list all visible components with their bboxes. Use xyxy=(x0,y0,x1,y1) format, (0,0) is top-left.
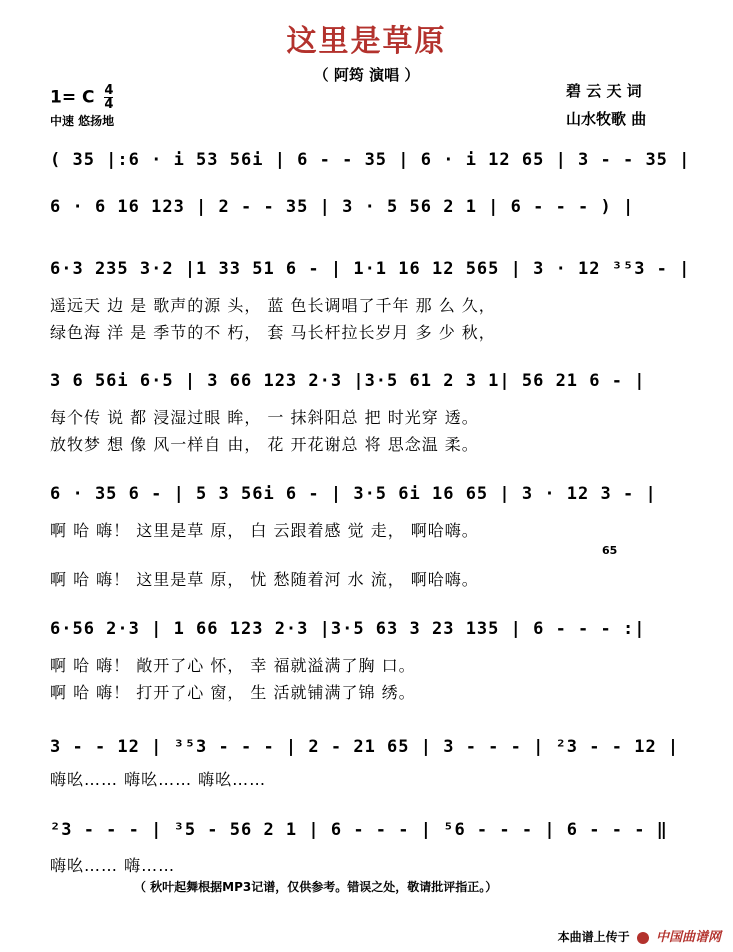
site-logo-icon xyxy=(637,932,649,944)
score-row: 3 6 56i 6·5 | 3 66 123 2·3 |3·5 61 2 3 1| 56 21 6 - | xyxy=(50,371,646,391)
footer-credit xyxy=(558,926,721,945)
site-name: 中国曲谱网 xyxy=(655,930,721,945)
score-row: ( 35 |:6 · i 53 56i | 6 - - 35 | 6 · i 12 65 | 3 - - 35 | xyxy=(50,150,691,170)
lyric-row: 啊 哈 嗨！ 敞开了心 怀， 幸 福就溢满了胸 口。 xyxy=(50,656,416,675)
lyric-row: 嗨吆…… 嗨吆…… 嗨吆…… xyxy=(50,770,267,789)
alternate-note: 65 xyxy=(602,544,618,557)
time-bottom: 4 xyxy=(104,97,114,112)
lyric-row: 每个传 说 都 浸湿过眼 眸， 一 抹斜阳总 把 时光穿 透。 xyxy=(50,408,479,427)
time-signature xyxy=(104,84,113,111)
score-row: ²3 - - - | ³5 - 56 2 1 | 6 - - - | ⁵6 - - - | 6 - - - ‖ xyxy=(50,820,668,840)
key-signature xyxy=(50,84,113,111)
lyric-row: 放牧梦 想 像 风一样自 由， 花 开花谢总 将 思念温 柔。 xyxy=(50,435,479,454)
lyric-row: 啊 哈 嗨！ 这里是草 原， 忧 愁随着河 水 流， 啊哈嗨。 xyxy=(50,570,479,589)
footnote: （ 秋叶起舞根据MP3记谱，仅供参考。错误之处，敬请批评指正。） xyxy=(134,880,498,894)
key-label: 1= C xyxy=(50,87,95,108)
lyric-row: 遥远天 边 是 歌声的源 头， 蓝 色长调唱了千年 那 么 久， xyxy=(50,296,496,315)
score-row: 6 · 35 6 - | 5 3 56i 6 - | 3·5 6i 16 65 | 3 · 12 3 - | xyxy=(50,484,657,504)
score-row: 6·3 235 3·2 |1 33 51 6 - | 1·1 16 12 565 | 3 · 12 ³⁵3 - | xyxy=(50,259,691,279)
lyric-row: 啊 哈 嗨！ 打开了心 窗， 生 活就铺满了锦 绣。 xyxy=(50,683,416,702)
score-row: 3 - - 12 | ³⁵3 - - - | 2 - 21 65 | 3 - - - | ²3 - - 12 | xyxy=(50,737,680,757)
composer-credit: 山水牧歌 曲 xyxy=(566,110,647,128)
lyric-row: 嗨吆…… 嗨…… xyxy=(50,856,176,875)
lyric-row: 啊 哈 嗨！ 这里是草 原， 白 云跟着感 觉 走， 啊哈嗨。 xyxy=(50,521,479,540)
time-top: 4 xyxy=(104,83,114,98)
lyricist-credit: 碧 云 天 词 xyxy=(566,82,642,100)
score-row: 6·56 2·3 | 1 66 123 2·3 |3·5 63 3 23 135 | 6 - - - :| xyxy=(50,619,646,639)
tempo-marking: 中速 悠扬地 xyxy=(50,114,115,128)
page-title: 这里是草原 xyxy=(286,24,447,59)
upload-text: 本曲谱上传于 xyxy=(557,930,630,944)
score-row: 6 · 6 16 123 | 2 - - 35 | 3 · 5 56 2 1 | 6 - - - ) | xyxy=(50,197,635,217)
lyric-row: 绿色海 洋 是 季节的不 朽， 套 马长杆拉长岁月 多 少 秋， xyxy=(50,323,496,342)
singer-credit: （ 阿筠 演唱 ） xyxy=(313,66,420,84)
